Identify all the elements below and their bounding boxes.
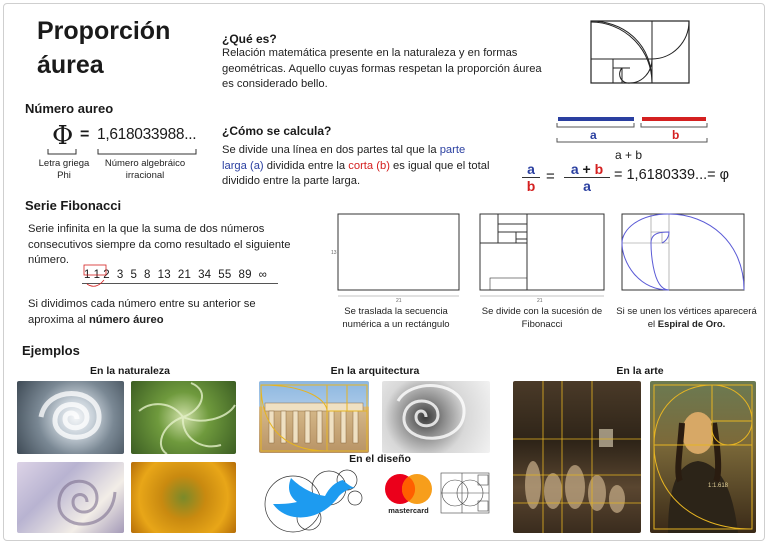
golden-number-value: 1,618033988... [97, 126, 197, 143]
mastercard-grid-diagram [440, 472, 490, 514]
las-meninas-painting [513, 381, 641, 533]
succulent-photo [131, 381, 236, 454]
calc-text-2: dividida entre la [263, 159, 349, 172]
fibonacci-heading: Serie Fibonacci [25, 198, 122, 213]
twitter-logo-diagram [259, 466, 369, 534]
svg-text:13: 13 [331, 250, 337, 256]
fibonacci-sequence [84, 269, 274, 281]
formula-result: = 1,6180339...= φ [614, 167, 730, 183]
sequence-number: 13 [157, 269, 171, 281]
frac2-denominator: a [583, 178, 591, 194]
sequence-number: ∞ [258, 269, 268, 281]
parthenon-photo [259, 381, 369, 453]
sequence-number: 21 [177, 269, 192, 281]
sequence-number: 34 [198, 269, 212, 281]
segment-a-label: a [590, 128, 597, 142]
mona-lisa-painting [650, 381, 756, 533]
ejemplos-heading: Ejemplos [22, 343, 80, 358]
arquitectura-heading: En la arquitectura [330, 365, 420, 377]
calc-highlight-b: corta (b) [348, 159, 390, 172]
formula-equals: = [546, 168, 555, 185]
svg-text:21: 21 [537, 298, 543, 304]
fraction-a-over-b [522, 162, 540, 194]
fib-text-2: Si dividimos cada número entre su anterior se aproxima al [28, 298, 256, 326]
que-es-heading: ¿Qué es? [222, 32, 277, 46]
mastercard-logo [380, 472, 437, 517]
segment-total-label: a + b [615, 148, 643, 162]
phi-caption: Letra griega Phi [38, 158, 90, 181]
cap3-text: Si se unen los vértices aparecerá el [616, 306, 757, 330]
sequence-highlight-mark [82, 262, 112, 292]
segment-a-bar [558, 117, 634, 121]
que-es-text: Relación matemática presente en la naturaleza y en formas geométricas. Aquello cuyas formas respetan la proporción áurea es considerado bello. [222, 47, 542, 90]
arte-heading: En la arte [616, 365, 664, 377]
segment-b-bar [642, 117, 706, 121]
svg-text:21: 21 [396, 298, 402, 302]
calc-highlight-a: parte larga (a) [222, 144, 466, 172]
calc-text-3: es igual que el total dividido entre la parte larga. [222, 159, 490, 187]
frac2-plus: + [582, 161, 591, 177]
sequence-number: 8 [144, 269, 151, 281]
fraction-total-over-a [564, 162, 610, 194]
rectangle-diagram-2 [472, 212, 610, 304]
diagram-caption-2: Se divide con la sucesión de Fibonacci [481, 306, 603, 330]
diagram-caption-3 [614, 305, 759, 331]
como-se-calcula-text [222, 143, 492, 190]
sequence-number: 3 [116, 269, 124, 281]
frac2-num-a: a [570, 161, 579, 177]
sequence-number: 1 [84, 269, 91, 281]
numero-aureo-heading: Número aureo [25, 101, 114, 116]
calc-text-1: Se divide una línea en dos partes tal que la [222, 144, 440, 156]
sequence-number: 55 [218, 269, 232, 281]
phi-symbol: Φ [52, 121, 74, 151]
mastercard-wordmark: mastercard [388, 506, 429, 515]
como-se-calcula-heading: ¿Cómo se calcula? [222, 124, 332, 138]
cap3-bold: Espiral de Oro. [657, 319, 726, 330]
sequence-number: 5 [130, 269, 138, 281]
rectangle-diagram-1 [328, 212, 466, 302]
sequence-number: 1 [93, 269, 101, 281]
sequence-number: 2 [103, 269, 110, 281]
frac2-num-b: b [594, 161, 604, 177]
value-caption: Número algebráico irracional [104, 158, 186, 181]
segment-b-label: b [672, 128, 680, 142]
segment-brackets [556, 122, 710, 148]
fibonacci-text: Serie infinita en la que la suma de dos números consecutivos siempre da como resultado el siguiente número. [28, 223, 291, 266]
hurricane-photo [17, 381, 124, 454]
diagram-caption-1: Se traslada la secuencia numérica a un rectángulo [342, 306, 450, 330]
ratio-label: 1:1.618 [708, 483, 729, 489]
page-title: Proporción áurea [37, 17, 171, 79]
diseno-heading: En el diseño [349, 453, 411, 465]
fibonacci-text-2 [28, 297, 303, 328]
equals-sign: = [80, 126, 90, 143]
golden-spiral-diagram [618, 212, 748, 292]
caption-brackets [46, 148, 206, 158]
sequence-number: 89 [238, 269, 252, 281]
golden-rectangle-icon [590, 20, 690, 84]
nautilus-photo [17, 462, 124, 533]
staircase-photo [382, 381, 490, 453]
naturaleza-heading: En la naturaleza [90, 365, 170, 377]
frac1-numerator: a [522, 162, 540, 178]
sunflower-photo [131, 462, 236, 533]
fib-text-2-bold: número áureo [88, 313, 164, 326]
frac1-denominator: b [526, 178, 536, 194]
